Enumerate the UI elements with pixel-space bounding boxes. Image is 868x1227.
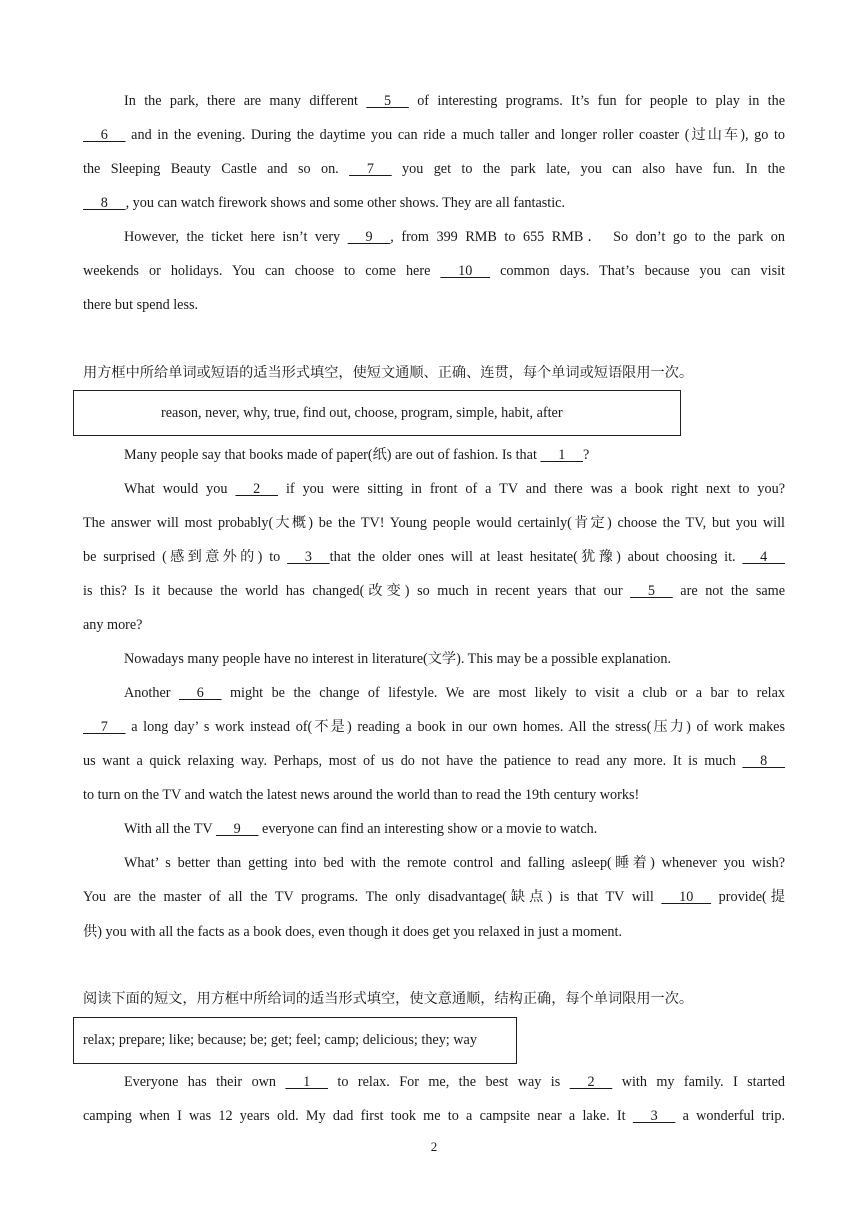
text-segment: ? [583,447,590,463]
text-segment: to relax. For me, the best way is [328,1074,570,1090]
section-b-instruction: 用方框中所给单词或短语的适当形式填空，使短文通顺、正确、连贯，每个单词或短语限用一次。 [83,365,694,381]
text-line [124,676,785,710]
text-segment: Everyone has their own [124,1074,286,1090]
text-segment: are not the same [672,583,785,599]
text-line [124,642,785,676]
text-line [83,778,785,812]
text-segment: with my family. I started [612,1074,785,1090]
text-segment: The answer will most probably(大概) be the TV! Young people would certainly(肯定) choose the TV, but you will [83,515,785,531]
text-line [83,540,785,574]
text-line [83,744,785,778]
text-segment: a long day’ s work instead of(不是) reading a book in our own homes. All the stress(压力) of work makes [125,719,785,735]
answer-blank: 10 [661,889,712,905]
text-line [124,812,785,846]
text-line [124,1065,785,1099]
text-segment: might be the change of lifestyle. We are most likely to visit a club or a bar to relax [221,685,785,701]
answer-blank: 5 [366,93,409,109]
text-segment: any more? [83,617,143,633]
section-c-instruction: 阅读下面的短文，用方框中所给词的适当形式填空，使文意通顺，结构正确，每个单词限用一次。 [83,991,694,1007]
text-segment: be surprised (感到意外的) to [83,549,288,565]
answer-blank: 2 [235,481,278,497]
answer-blank: 5 [630,583,673,599]
text-segment: everyone can find an interesting show or a movie to watch. [258,821,598,837]
text-segment: In the park, there are many different [124,93,367,109]
answer-blank: 3 [287,549,330,565]
text-segment: the Sleeping Beauty Castle and so on. [83,161,350,177]
text-line [83,880,785,914]
text-line [83,1099,785,1133]
text-line [124,846,785,880]
text-segment: a wonderful trip. [675,1108,785,1124]
text-line [83,254,785,288]
text-segment: is this? Is it because the world has changed(改变) so much in recent years that our [83,583,631,599]
text-segment: to turn on the TV and watch the latest news around the world than to read the 19th century works! [83,787,640,803]
text-line [83,186,785,220]
answer-blank: 6 [178,685,222,701]
text-segment: common days. That’s because you can visit [490,263,785,279]
text-segment: What’ s better than getting into bed with the remote control and falling asleep(睡着) whenever you wish? [124,855,785,871]
answer-blank: 2 [569,1074,613,1090]
text-segment: us want a quick relaxing way. Perhaps, most of us do not have the patience to read any more. It is much [83,753,743,769]
answer-blank: 8 [83,195,126,211]
word-box-b: reason, never, why, true, find out, choose, program, simple, habit, after [73,390,681,436]
page-number: 2 [430,1139,438,1154]
answer-blank: 9 [347,229,391,245]
text-segment: weekends or holidays. You can choose to come here [83,263,441,279]
text-segment: and in the evening. During the daytime you can ride a much taller and longer roller coaster (过山车), go to [125,127,785,143]
text-line [83,152,785,186]
text-line [83,710,785,744]
text-line [124,438,785,472]
text-segment: camping when I was 12 years old. My dad first took me to a campsite near a lake. It [83,1108,633,1124]
text-segment: However, the ticket here isn’t very [124,229,348,245]
answer-blank: 9 [215,821,259,837]
text-segment: provide(提 [711,889,785,905]
text-segment: that the older ones will at least hesitate(犹豫) about choosing it. [329,549,743,565]
text-line [83,288,785,322]
answer-blank: 8 [742,753,785,769]
text-segment: , from 399 RMB to 655 RMB． So don’t go to the park on [390,229,785,245]
text-line [83,608,785,642]
text-line [124,220,785,254]
text-segment: , you can watch firework shows and some other shows. They are all fantastic. [125,195,565,211]
text-segment: there but spend less. [83,297,199,313]
text-segment: of interesting programs. It’s fun for people to play in the [408,93,785,109]
text-segment: You are the master of all the TV programs. The only disadvantage(缺点) is that TV will [83,889,662,905]
answer-blank: 4 [742,549,785,565]
answer-blank: 1 [540,447,584,463]
answer-blank: 1 [285,1074,328,1090]
text-line [124,84,785,118]
text-line [83,574,785,608]
text-line [124,472,785,506]
text-line [83,118,785,152]
text-segment: Nowadays many people have no interest in literature(文学). This may be a possible explanation. [124,651,671,667]
text-segment: if you were sitting in front of a TV and there was a book right next to you? [277,481,785,497]
text-segment: Another [124,685,179,701]
text-line [83,915,785,949]
word-box-c: relax; prepare; like; because; be; get; feel; camp; delicious; they; way [73,1017,517,1064]
text-segment: What would you [124,481,236,497]
text-line [83,506,785,540]
answer-blank: 7 [349,161,392,177]
answer-blank: 3 [632,1108,676,1124]
answer-blank: 7 [83,719,126,735]
answer-blank: 10 [440,263,491,279]
text-segment: With all the TV [124,821,216,837]
text-segment: 供) you with all the facts as a book does, even though it does get you relaxed in just a moment. [83,924,623,940]
answer-blank: 6 [83,127,126,143]
text-segment: you get to the park late, you can also have fun. In the [391,161,785,177]
text-segment: Many people say that books made of paper(纸) are out of fashion. Is that [124,447,541,463]
